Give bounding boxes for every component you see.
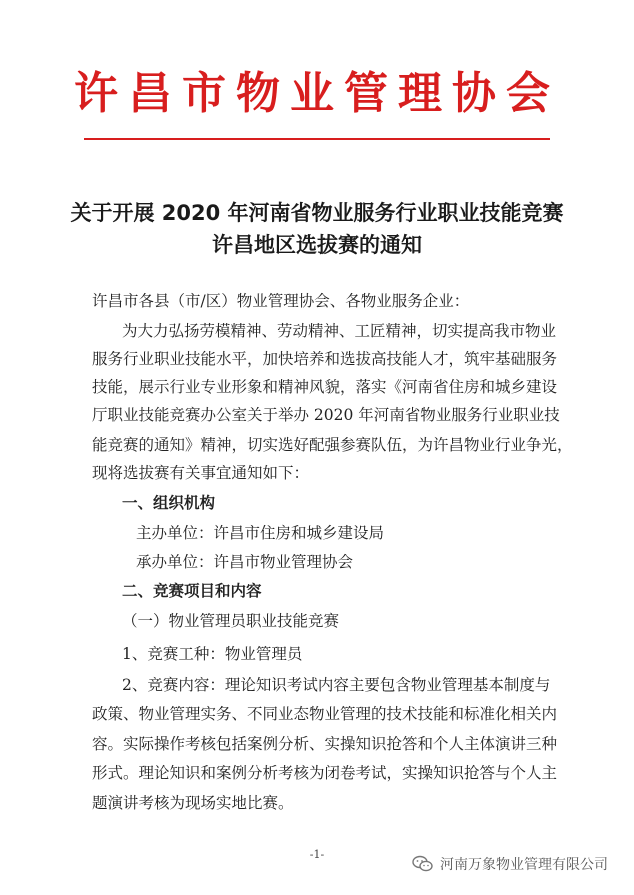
section-heading-competition: 二、竞赛项目和内容 — [122, 582, 262, 600]
competition-trade-line: 1、竞赛工种：物业管理员 — [122, 645, 303, 663]
paragraph-line: 厅职业技能竞赛办公室关于举办 2020 年河南省物业服务行业职业技 — [92, 406, 560, 424]
org-letterhead-title: 许昌市物业管理协会 — [74, 68, 560, 119]
organizer-unit-line: 承办单位：许昌市物业管理协会 — [136, 553, 354, 571]
paragraph-line: 现将选拔赛有关事宜通知如下： — [92, 464, 310, 482]
paragraph-line: 政策、物业管理实务、不同业态物业管理的技术技能和标准化相关内 — [92, 705, 558, 723]
watermark-text: 河南万象物业管理有限公司 — [440, 857, 608, 873]
paragraph-line: 能竞赛的通知》精神，切实选好配强参赛队伍，为许昌物业行业争光， — [92, 436, 573, 454]
paragraph-line: 2、竞赛内容：理论知识考试内容主要包含物业管理基本制度与 — [122, 676, 551, 694]
paragraph-line: 容。实际操作考核包括案例分析、实操知识抢答和个人主体演讲三种 — [92, 735, 558, 753]
host-unit-line: 主办单位：许昌市住房和城乡建设局 — [136, 524, 385, 542]
paragraph-line: 题演讲考核为现场实地比赛。 — [92, 794, 294, 812]
paragraph-line: 为大力弘扬劳模精神、劳动精神、工匠精神，切实提高我市物业 — [122, 322, 557, 340]
section-heading-organization: 一、组织机构 — [122, 494, 216, 512]
notice-title-line-2: 许昌地区选拔赛的通知 — [212, 233, 422, 257]
paragraph-line: 服务行业职业技能水平，加快培养和选拔高技能人才，筑牢基础服务 — [92, 350, 558, 368]
page-number: -1- — [309, 848, 325, 861]
paragraph-line: 形式。理论知识和案例分析考核为闭卷考试，实操知识抢答与个人主 — [92, 764, 558, 782]
source-watermark — [412, 854, 608, 874]
notice-title-line-1: 关于开展 2020 年河南省物业服务行业职业技能竞赛 — [70, 201, 564, 225]
wechat-icon — [412, 855, 434, 873]
paragraph-line: 技能，展示行业专业形象和精神风貌，落实《河南省住房和城乡建设 — [92, 378, 558, 396]
subsection-heading: （一）物业管理员职业技能竞赛 — [122, 612, 340, 630]
addressee-line: 许昌市各县（市/区）物业管理协会、各物业服务企业： — [92, 292, 470, 310]
letterhead-red-rule — [84, 138, 550, 140]
